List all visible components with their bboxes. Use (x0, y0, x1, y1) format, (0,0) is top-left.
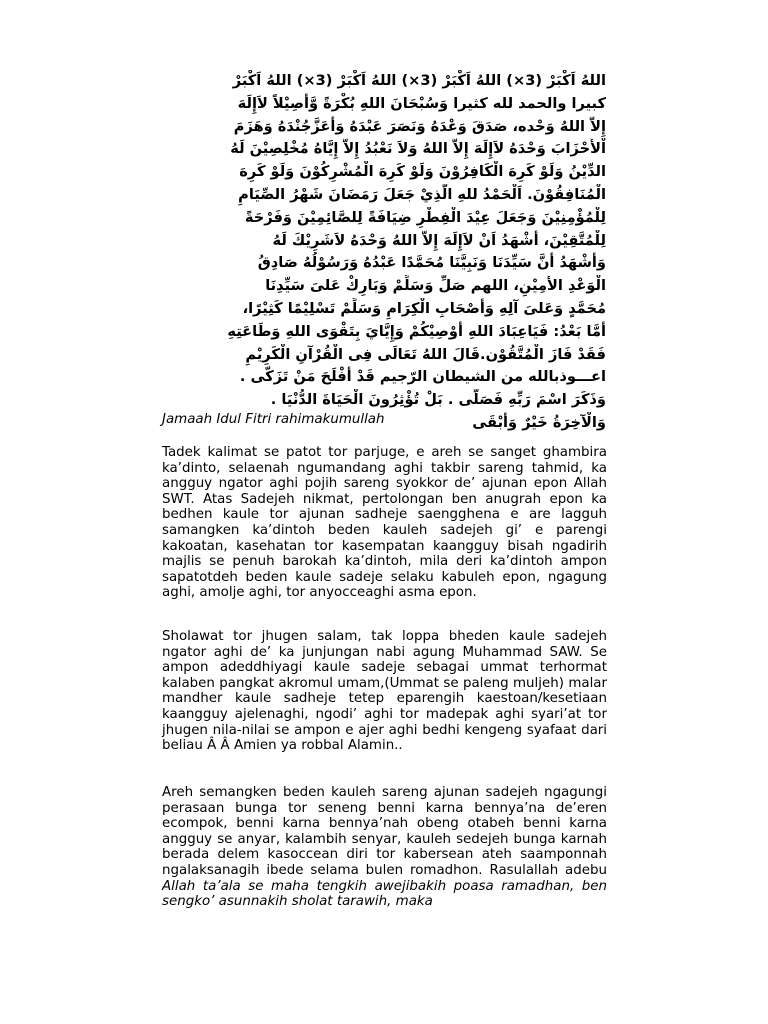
arabic-line: كبيرا والحمد لله كثيرا وَسُبْحَانَ اللهِ بُكْرَةً وَّأَصِيْلاً لاَإِلَهَ (237, 94, 606, 112)
arabic-line: فَقَدْ فَازَ الْمُتَّقُوْن.قَالَ اللهُ تَعَالَى فِى الْقُرْآنِ الْكَرِيْمِ (245, 345, 606, 363)
section-subheading: Jamaah Idul Fitri rahimakumullah (162, 412, 385, 427)
arabic-line: وَذَكَرَ اسْمَ رَبِّهِ فَصَلَّى . بَلْ تُؤْثِرُونَ الْحَيَاةَ الدُّنْيَا . (270, 391, 606, 409)
arabic-line: وَأَشْهَدُ أَنَّ سَيِّدَنَا وَنَبِيَّنَا مُحَمَّدًا عَبْدُهُ وَرَسُوْلُهُ صَادِقُ (257, 254, 606, 272)
paragraph-ramadhan (162, 785, 607, 910)
arabic-line: الْوَعْدِ الأَمِيْنِ، اللهم صَلِّ وَسَلِّمْ وَبَارِكْ عَلىَ سَيِّدِنَا (265, 277, 606, 295)
arabic-line: إِلاَّ اللهُ وَحْده، صَدَقَ وَعْدَهُ وَنَصَرَ عَبْدَهُ وَأَعَزَّجُنْدَهُ وَهَزَمَ (233, 117, 606, 135)
paragraph-sholawat: Sholawat tor jhugen salam, tak loppa bheden kaule sadejeh ngator aghi de’ ka junjungan nabi agung Muhammad SAW. Se ampon adeddhiyagi kaule sadeje sebagai ummat terhormat kalaben pangkat akromul umam,(Ummat se paleng muljeh) malar mandher kaule sadheje tetep eparengih kaestoan/kesetiaan kaangguy ajelenaghi, ngodi’ aghi tor madepak aghi syari’at tor jhugen nila-nilai se ampon e ajer aghi bedhi kengeng syafaat dari beliau Â Â Amien ya robbal Alamin.. (162, 629, 607, 754)
arabic-line: اعـــوذبالله من الشيطان الرّجيم قَدْ أَفْلَحَ مَنْ تَزَكَّى . (239, 368, 606, 386)
paragraph-ramadhan-quote: Allah ta’ala se maha tengkih awejibakih poasa ramadhan, ben sengko’ asunnakih sholat tarawih, maka (162, 878, 607, 910)
arabic-line: لِلْمُتَّقِيْنَ، أَشْهَدُ اَنْ لاَإِلَهَ إِلاَّ اللهُ وَحْدَهُ لاَشَرِيْكَ لَهُ (272, 231, 606, 249)
arabic-line: اللهُ اَكْبَرْ (3×) اللهُ اَكْبَرْ (3×) اللهُ اَكْبَرْ (3×) اللهُ اَكْبَرْ (232, 72, 606, 89)
arabic-opening-text (160, 70, 606, 435)
arabic-line: أَمَّا بَعْدُ: فَيَاعِبَادَ اللهِ أُوْصِيْكُمْ وَإِيَّايَ بِتَقْوَى اللهِ وَطَاعَتِهِ (227, 322, 606, 340)
paragraph-ramadhan-text: Areh semangken beden kauleh sareng ajunan sadejeh ngagungi perasaan bunga tor seneng benni karna bennya’na de’eren ecompok, benni karna bennya’nah obeng otabeh benni karna angguy se anyar, kalambih senyar, kauleh sedejeh bunga karnah berada delem kasoccean diri tor kabersean ateh saamponnah ngalaksanagih ibede selama bulen romadhon. Rasulallah adebu (162, 785, 607, 878)
arabic-line: مُحَمَّدٍ وَعَلىَ آلِهِ وَأَصْحَابِ الْكِرَامِ وَسَلِّمْ تَسْلِيْمًا كَثِيْرًا، (242, 299, 606, 317)
arabic-line: وَالْآخِرَةُ خَيْرٌ وَأَبْقَى (472, 413, 606, 431)
arabic-line: لِلْمُؤْمِنِيْنَ وَجَعَلَ عِيْدَ الْفِطْرِ ضِيَافَةً لِلصَّائِمِيْنَ وَفَرْحَةً (244, 208, 606, 226)
arabic-line: الْمُنَافِقُوْنَ. اَلْحَمْدُ للهِ الَّذِيْ جَعَلَ رَمَضَانَ شَهْرُ الصِّيَامِ (238, 185, 606, 203)
paragraph-opening-praise: Tadek kalimat se patot tor parjuge, e areh se sanget ghambira ka’dinto, selaenah ngumandang aghi takbir sareng tahmid, ka angguy ngator aghi pojih sareng syokkor de’ ajunan epon Allah SWT. Atas Sadejeh nikmat, pertolongan ben anugrah epon ka bedhen kaule tor ajunan sadheje saengghena e are lagguh samangken ka’dintoh beden kauleh sadejeh gi’ e parengi kakoatan, kasehatan tor kasempatan kaangguy bisah ngadirih majlis se penuh barokah ka’dintoh, mila deri ka’dintoh ampon sapatotdeh beden kaule sadeje selaku kabuleh epon, ngagung aghi, amolje aghi, tor anyocceaghi asma epon. (162, 445, 607, 601)
arabic-line: اْلأَحْزَابَ وَحْدَهُ لاَإِلَهَ إِلاَّ اللهُ وَلاَ نَعْبُدُ إِلاَّ إِيَّاهُ مُخْلِصِيْنَ لَهُ (230, 140, 606, 158)
arabic-line: الدِّيْنُ وَلَوْ كَرِهَ الْكَافِرُوْنَ وَلَوْ كَرِهَ الْمُشْرِكُوْنَ وَلَوْ كَرِهَ (239, 163, 606, 181)
